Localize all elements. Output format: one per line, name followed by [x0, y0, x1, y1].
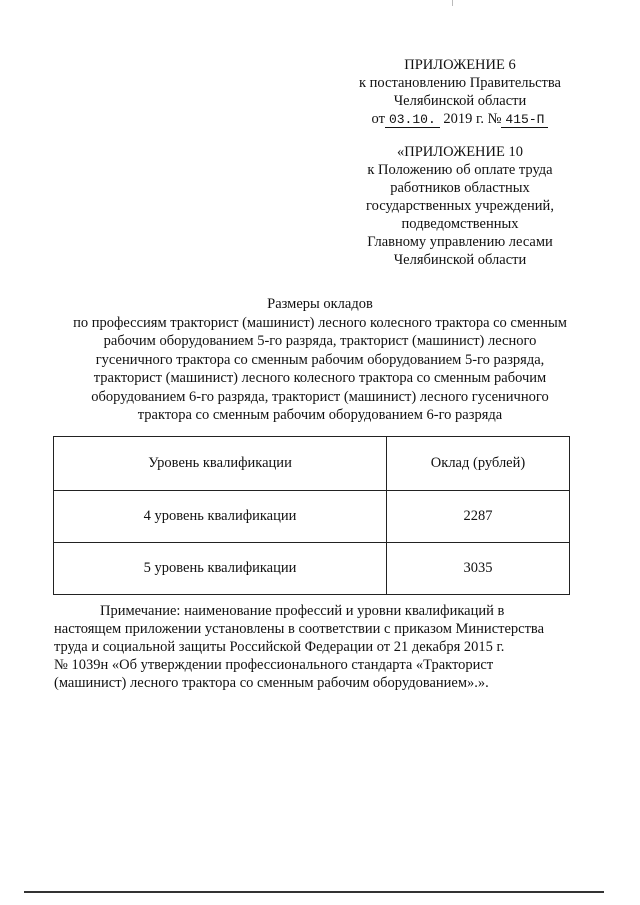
year-text: 2019 г.: [443, 111, 484, 127]
attachment-10-line-4: подведомственных: [401, 216, 519, 232]
row-1-salary: 2287: [387, 491, 570, 543]
note-line-2: настоящем приложении установлены в соответствии с приказом Министерства: [54, 621, 545, 637]
row-2-qualification-level: 5 уровень квалификации: [54, 543, 387, 595]
scan-artifact-mark: [452, 0, 453, 6]
header-qualification-level: Уровень квалификации: [54, 437, 387, 491]
note-paragraph: [54, 602, 570, 692]
number-sign: №: [487, 111, 502, 127]
heading-line-3: рабочим оборудованием 5-го разряда, тракторист (машинист) лесного: [103, 333, 537, 349]
attachment-10-title: «ПРИЛОЖЕНИЕ 10: [397, 144, 523, 160]
row-2-salary: 3035: [387, 543, 570, 595]
heading-line-6: оборудованием 6-го разряда, тракторист (машинист) лесного гусеничного: [91, 388, 549, 405]
attachment-6-date-number-line: [340, 110, 580, 129]
note-line-4: № 1039н «Об утверждении профессионального стандарта «Тракторист: [54, 657, 494, 673]
heading-line-7: трактора со сменным рабочим оборудованием 6-го разряда: [137, 407, 503, 423]
row-1-qualification-level: 4 уровень квалификации: [54, 491, 387, 543]
filled-date: 03.10.: [385, 112, 440, 128]
attachment-10-header: [340, 143, 580, 269]
filled-number: 415-П: [501, 112, 548, 128]
attachment-6-line-1: к постановлению Правительства: [359, 75, 561, 91]
bottom-divider: [24, 891, 604, 893]
heading-line-2: по профессиям тракторист (машинист) лесного колесного трактора со сменным: [73, 314, 567, 331]
note-line-3: труда и социальной защиты Российской Федерации от 21 декабря 2015 г.: [54, 639, 505, 655]
heading-line-1: Размеры окладов: [267, 296, 373, 312]
salary-table: [53, 436, 570, 595]
attachment-6-title: ПРИЛОЖЕНИЕ 6: [404, 57, 516, 73]
table-header-row: [54, 437, 570, 491]
attachment-10-line-6: Челябинской области: [393, 252, 527, 268]
document-heading: [40, 295, 600, 425]
attachment-10-line-2: работников областных: [390, 180, 530, 196]
heading-line-4: гусеничного трактора со сменным рабочим оборудованием 5-го разряда,: [95, 351, 545, 368]
attachment-6-line-2: Челябинской области: [393, 93, 527, 109]
from-prefix: от: [371, 111, 385, 127]
header-salary: Оклад (рублей): [387, 437, 570, 491]
attachment-6-header: [340, 56, 580, 129]
attachment-10-line-5: Главному управлению лесами: [367, 234, 553, 250]
note-line-5: (машинист) лесного трактора со сменным рабочим оборудованием».».: [54, 675, 489, 691]
heading-line-5: тракторист (машинист) лесного колесного трактора со сменным рабочим: [93, 370, 547, 386]
table-row: [54, 491, 570, 543]
attachment-10-line-1: к Положению об оплате труда: [367, 162, 553, 178]
attachment-10-line-3: государственных учреждений,: [366, 198, 554, 214]
note-line-1: Примечание: наименование профессий и уровни квалификаций в: [100, 603, 505, 619]
table-row: [54, 543, 570, 595]
